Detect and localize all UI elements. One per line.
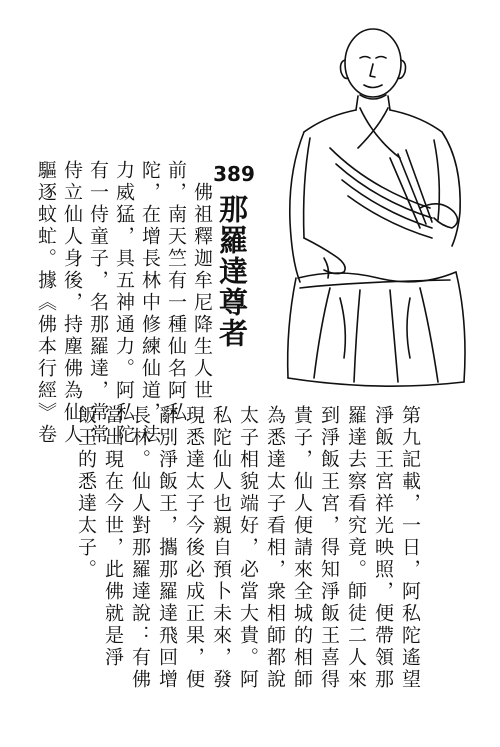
text-column: 侍立仙人身後，持塵佛為仙人 xyxy=(61,160,83,446)
text-column: 現悉達太子今後必成正果，便 xyxy=(183,405,205,691)
text-column: 羅達去察看究竟。師徒二人來 xyxy=(345,405,367,691)
entry-title xyxy=(206,162,262,349)
text-column: 飯王的悉達太子。 xyxy=(75,405,97,581)
text-column: 為悉達太子看相，衆相師都說 xyxy=(264,405,286,691)
text-column: 太子相貌端好，必當大貴。阿 xyxy=(237,405,259,691)
entry-number: 389 xyxy=(213,162,255,186)
text-column: 第九記載，一日，阿私陀遙望 xyxy=(399,405,421,691)
text-column: 佛祖釋迦牟尼降生人世 xyxy=(191,182,213,402)
text-column: 當出現在今世，此佛就是淨 xyxy=(102,405,124,669)
text-column: 驅逐蚊虻。據《佛本行經》卷 xyxy=(35,160,57,446)
text-column: 私陀仙人也親自預卜未來，發 xyxy=(210,405,232,691)
text-column: 力威猛，具五神通力。阿私陀 xyxy=(113,160,135,446)
text-column: 淨飯王宮祥光映照，便帶領那 xyxy=(372,405,394,691)
entry-name: 那羅達尊者 xyxy=(215,194,249,349)
text-column: 有一侍童子，名那羅達，常常 xyxy=(87,160,109,446)
text-column: 陀，在增長林中修練仙道，法 xyxy=(139,160,161,446)
text-column: 前，南天竺有一種仙名阿私 xyxy=(165,160,187,424)
text-column: 長林。仙人對那羅達說：有佛 xyxy=(129,405,151,691)
text-column: 貴子，仙人便請來全城的相師 xyxy=(291,405,313,691)
text-column: 到淨飯王宮，得知淨飯王喜得 xyxy=(318,405,340,691)
text-column: 辭別淨飯王，攜那羅達飛回增 xyxy=(156,405,178,691)
monk-illustration xyxy=(270,8,475,398)
